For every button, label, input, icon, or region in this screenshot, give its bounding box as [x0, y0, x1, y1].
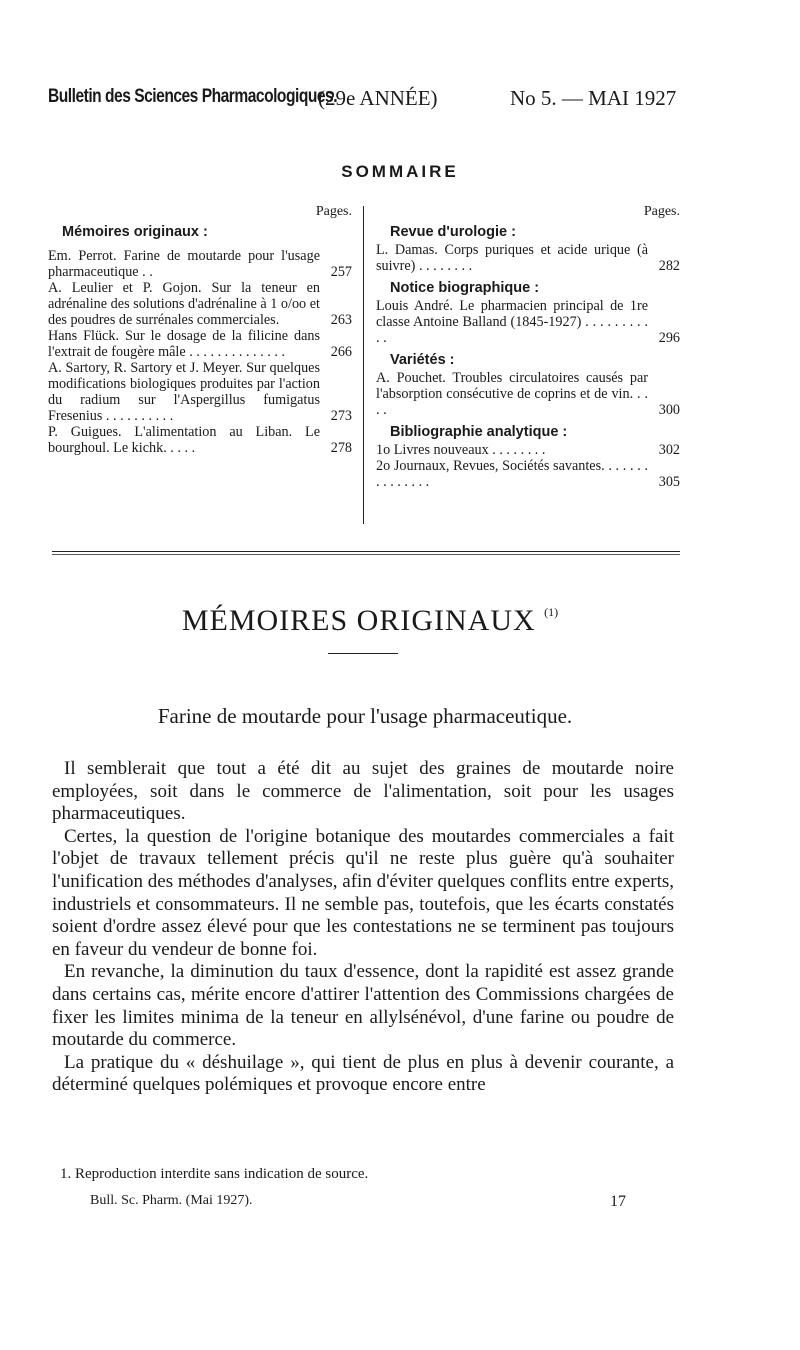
page-number: 17	[610, 1193, 626, 1210]
volume-year: (29e ANNÉE)	[318, 86, 438, 110]
entry-page: 305	[658, 474, 680, 490]
entry-page: 300	[658, 402, 680, 418]
contents-left-column	[48, 204, 352, 456]
entry-page: 266	[330, 344, 352, 360]
issue-date: No 5. — MAI 1927	[510, 86, 677, 110]
entry-text: A. Pouchet. Troubles circulatoires causés par l'absorption consécutive de coprins et de vin. . . . .	[376, 370, 648, 418]
footnote-marker: (1)	[544, 605, 559, 619]
paragraph: Certes, la question de l'origine botanique des moutardes commerciales a fait l'objet de travaux tellement précis qu'il ne reste plus guère qu'à souhaiter l'unification des méthodes d'analyses, afin d'éviter quelques conflits entre experts, industriels et consommateurs. Il ne semble pas, toutefois, que les écarts constatés soient d'ordre assez élevé pour que les contestations ne se terminent pas toujours en faveur du vendeur de bonne foi.	[52, 825, 674, 960]
sommaire-title: SOMMAIRE	[341, 162, 459, 181]
entry-text: Em. Perrot. Farine de moutarde pour l'usage pharmaceutique . .	[48, 248, 320, 280]
contents-right-column	[376, 204, 680, 496]
title-underline-rule	[328, 653, 398, 654]
running-header	[48, 86, 676, 126]
contents-section-heading: Mémoires originaux :	[62, 224, 208, 240]
contents-entry	[376, 442, 680, 458]
footnote: 1. Reproduction interdite sans indication de source.	[60, 1166, 369, 1182]
entry-text: A. Sartory, R. Sartory et J. Meyer. Sur quelques modifications biologiques produites par l'action du radium sur l'Aspergillus fumigatus Fresenius . . . . . . . . . .	[48, 360, 320, 424]
journal-name: Bulletin des Sciences Pharmacologiques.	[48, 86, 338, 107]
contents-section-heading: Revue d'urologie :	[390, 224, 516, 240]
entry-page: 263	[330, 312, 352, 328]
contents-section-heading: Variétés :	[390, 352, 455, 368]
section-title	[0, 604, 740, 638]
section-rule	[52, 551, 680, 552]
entry-text: P. Guigues. L'alimentation au Liban. Le bourghoul. Le kichk. . . . .	[48, 424, 320, 456]
article-title: Farine de moutarde pour l'usage pharmaceutique.	[157, 704, 573, 728]
footer-citation: Bull. Sc. Pharm. (Mai 1927).	[90, 1193, 253, 1208]
column-divider	[363, 206, 364, 524]
entry-page: 278	[330, 440, 352, 456]
article-body	[52, 758, 674, 1097]
entry-text: 2o Journaux, Revues, Sociétés savantes. . . . . . . . . . . . . . .	[376, 458, 648, 490]
paragraph: Il semblerait que tout a été dit au sujet des graines de moutarde noire employées, soit dans le commerce de l'alimentation, soit pour les usages pharmaceutiques.	[52, 758, 674, 825]
contents-section	[376, 280, 680, 346]
entry-page: 296	[658, 330, 680, 346]
entry-text: 1o Livres nouveaux . . . . . . . .	[376, 442, 546, 458]
entry-text: Louis André. Le pharmacien principal de 1re classe Antoine Balland (1845-1927) . . . . . . . . . . .	[376, 298, 648, 346]
entry-text: L. Damas. Corps puriques et acide urique (à suivre) . . . . . . . .	[376, 242, 648, 274]
contents-entry	[48, 280, 352, 328]
contents-section-heading: Notice biographique :	[390, 280, 540, 296]
contents-entry	[48, 360, 352, 424]
entry-page: 273	[330, 408, 352, 424]
contents-entry	[376, 242, 680, 274]
contents-entry	[48, 248, 352, 280]
paragraph: En revanche, la diminution du taux d'essence, dont la rapidité est assez grande dans certains cas, mérite encore d'attirer l'attention des Commissions chargées de fixer les limites minima de la teneur en allylsénévol, d'une farine ou poudre de moutarde du commerce.	[52, 961, 674, 1051]
contents-entry	[376, 458, 680, 490]
contents-entry	[376, 298, 680, 346]
contents-entry	[48, 424, 352, 456]
contents-entry	[376, 370, 680, 418]
entry-page: 302	[658, 442, 680, 458]
contents-section-heading: Bibliographie analytique :	[390, 424, 568, 440]
contents-entry	[48, 328, 352, 360]
pages-label: Pages.	[643, 204, 680, 219]
entry-text: A. Leulier et P. Gojon. Sur la teneur en adrénaline des solutions d'adrénaline à 1 o/oo et des poudres de surrénales commerciales.	[48, 280, 320, 328]
entry-text: Hans Flück. Sur le dosage de la filicine dans l'extrait de fougère mâle . . . . . . . . . . . . . .	[48, 328, 320, 360]
contents-section	[376, 224, 680, 274]
section-rule	[52, 554, 680, 555]
entry-page: 257	[330, 264, 352, 280]
paragraph: La pratique du « déshuilage », qui tient de plus en plus à devenir courante, a déterminé quelques polémiques et provoque encore entre	[52, 1051, 674, 1096]
section-title-text: MÉMOIRES ORIGINAUX	[181, 604, 536, 637]
entry-page: 282	[658, 258, 680, 274]
contents-section	[376, 352, 680, 418]
contents-section	[376, 424, 680, 490]
pages-label: Pages.	[315, 204, 352, 219]
